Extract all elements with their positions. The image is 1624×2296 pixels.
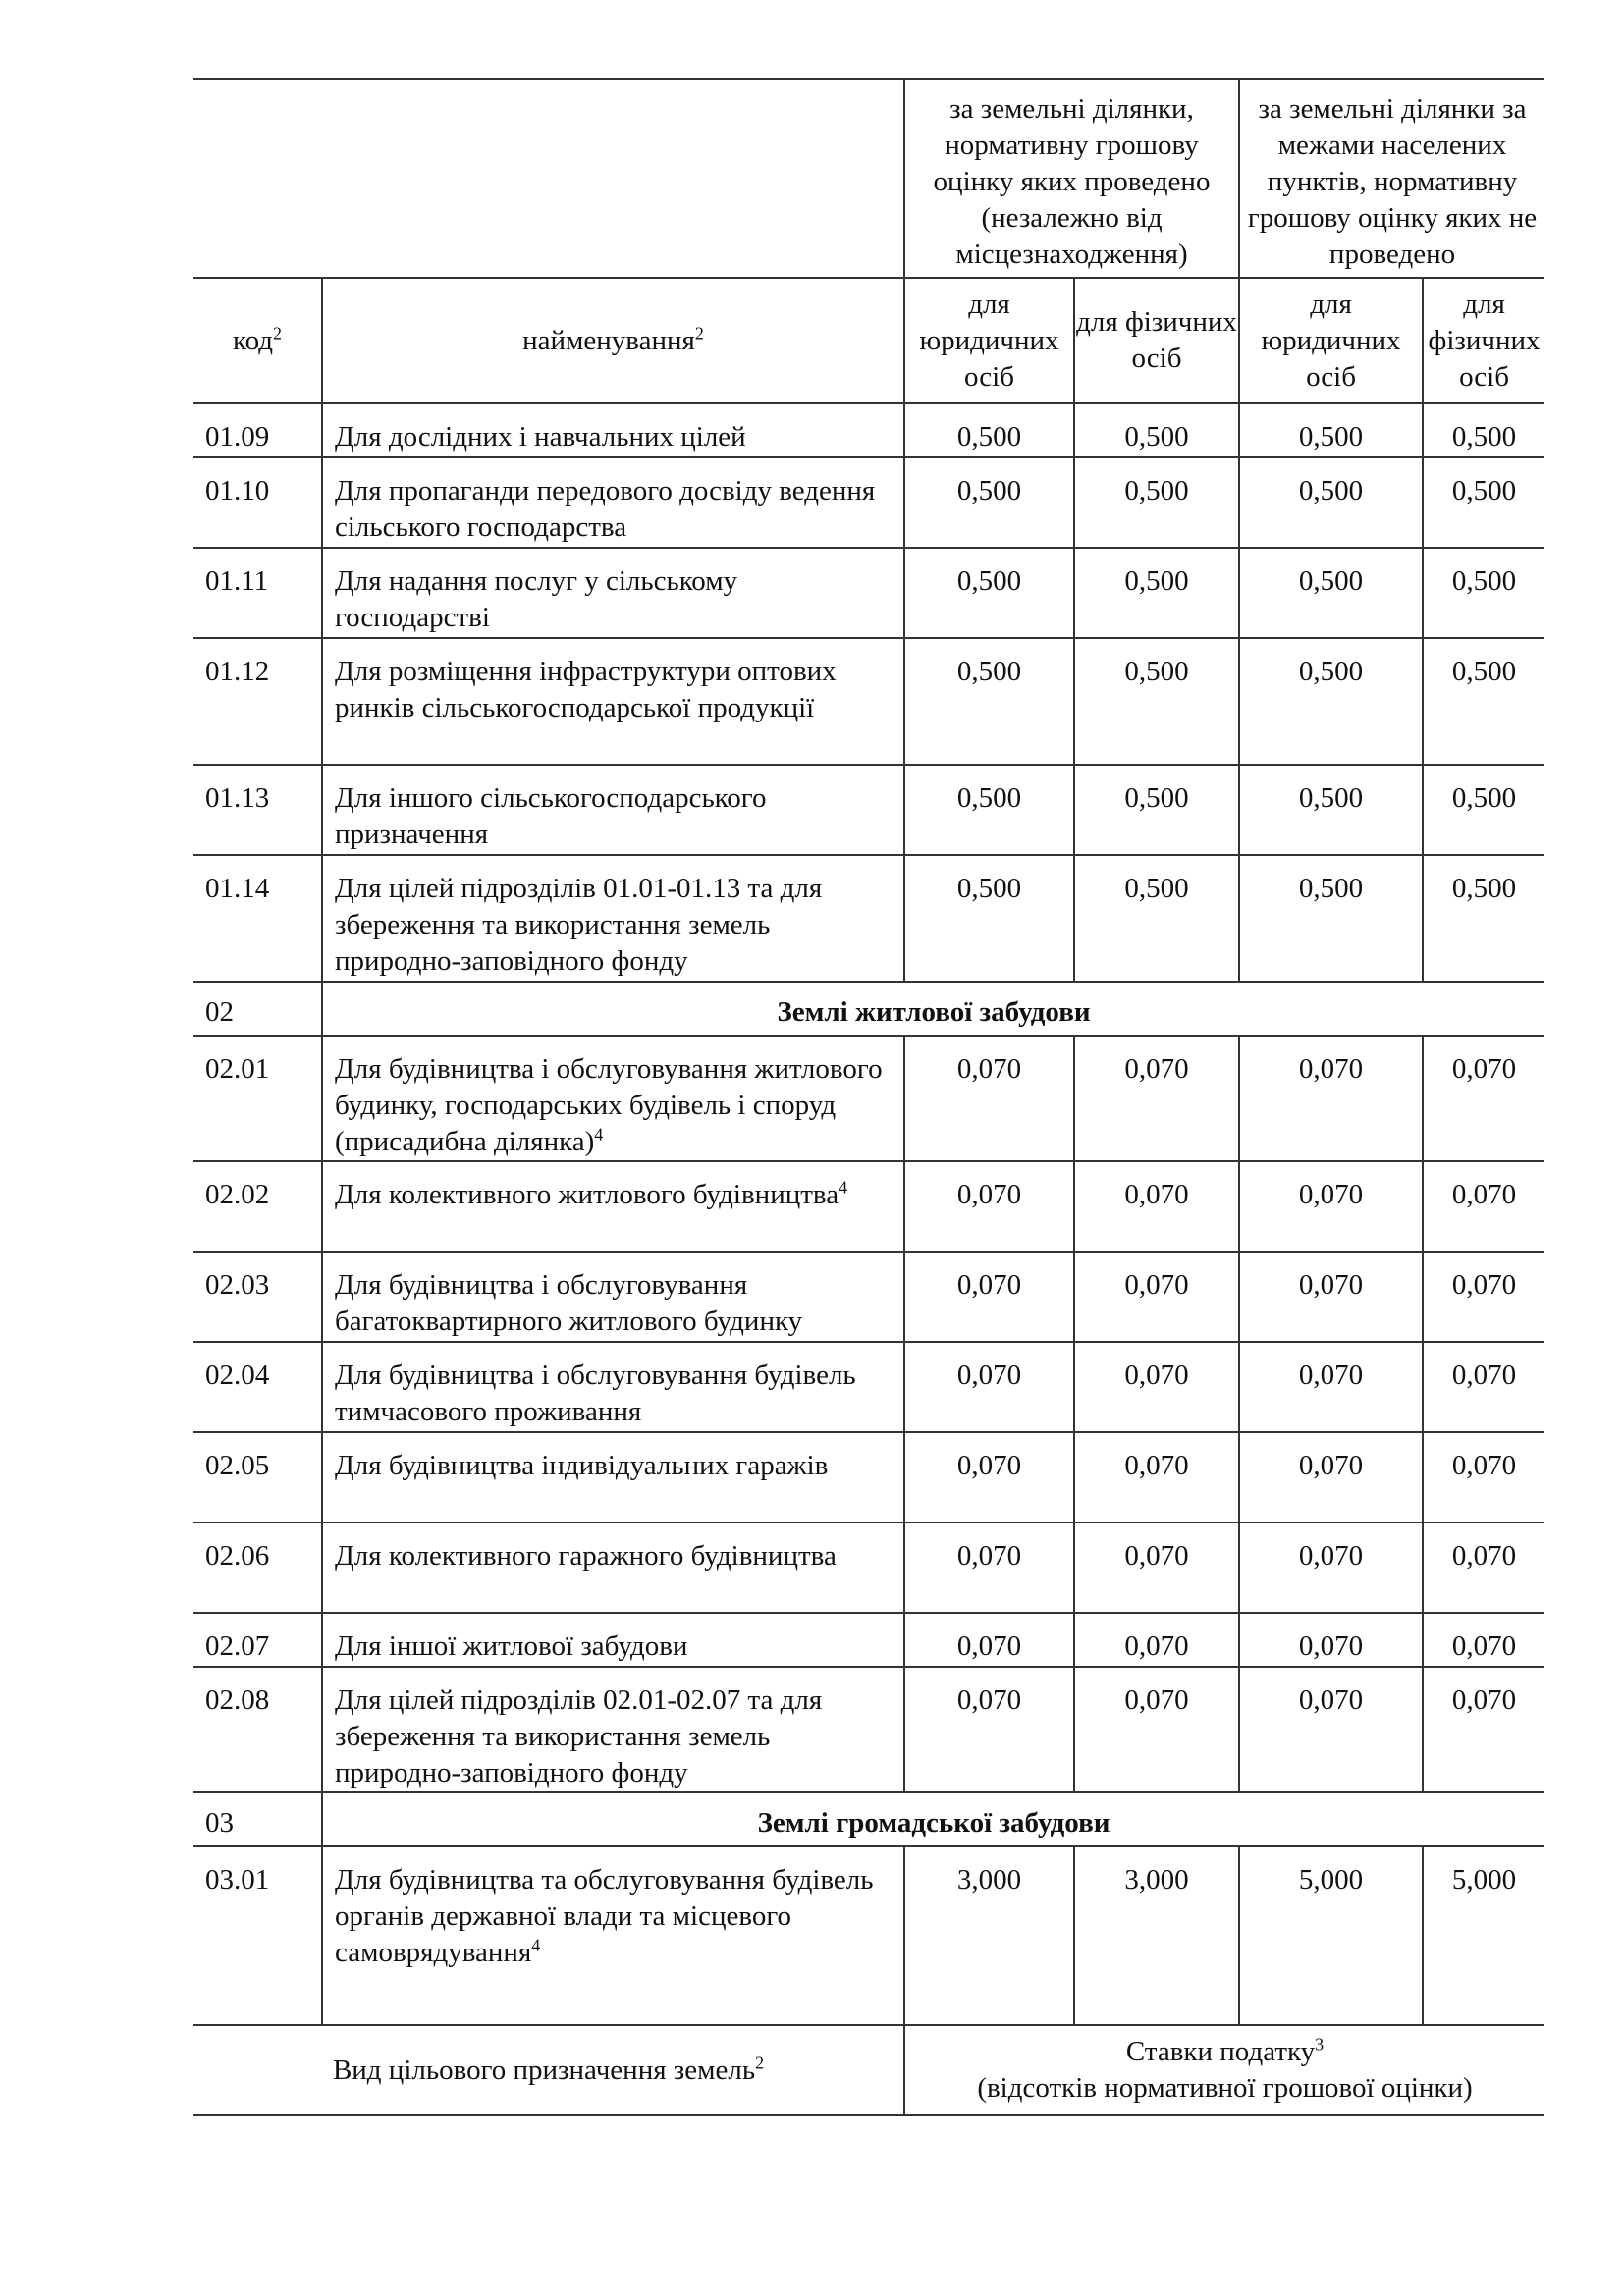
rate-natural-not-assessed: 0,500 bbox=[1423, 765, 1544, 855]
rate-legal-assessed: 0,070 bbox=[904, 1522, 1074, 1613]
rate-legal-assessed: 3,000 bbox=[904, 1846, 1074, 2025]
rate-natural-assessed: 0,070 bbox=[1074, 1161, 1239, 1252]
row-name: Для будівництва і обслуговування житлового будинку, господарських будівель і споруд (присадибна ділянка)$^4$ bbox=[322, 1036, 904, 1161]
rate-legal-assessed: 0,070 bbox=[904, 1613, 1074, 1667]
rate-natural-assessed: 0,070 bbox=[1074, 1252, 1239, 1342]
rate-natural-not-assessed: 0,070 bbox=[1423, 1667, 1544, 1792]
rate-legal-not-assessed: 0,070 bbox=[1239, 1613, 1423, 1667]
table-row bbox=[193, 1522, 1544, 1613]
row-name: Для розміщення інфраструктури оптових ринків сільськогосподарської продукції bbox=[322, 638, 904, 765]
rate-natural-not-assessed: 0,070 bbox=[1423, 1522, 1544, 1613]
table-row bbox=[193, 1846, 1544, 2025]
rate-natural-assessed: 0,500 bbox=[1074, 403, 1239, 457]
rate-natural-not-assessed: 0,500 bbox=[1423, 638, 1544, 765]
row-name: Для будівництва і обслуговування будівель тимчасового проживання bbox=[322, 1342, 904, 1432]
rate-natural-not-assessed: 0,500 bbox=[1423, 855, 1544, 982]
table-row bbox=[193, 548, 1544, 638]
rate-legal-assessed: 0,070 bbox=[904, 1432, 1074, 1522]
rate-natural-assessed: 0,500 bbox=[1074, 765, 1239, 855]
row-code: 03.01 bbox=[193, 1846, 322, 2025]
rate-natural-not-assessed: 0,070 bbox=[1423, 1613, 1544, 1667]
table-row bbox=[193, 638, 1544, 765]
footnote-ref: 4 bbox=[594, 1124, 604, 1145]
header-name: найменування$^2$ bbox=[322, 278, 904, 403]
row-code: 02.03 bbox=[193, 1252, 322, 1342]
header-group-row bbox=[193, 79, 1544, 278]
header-blank-cell bbox=[193, 79, 904, 278]
table-row bbox=[193, 403, 1544, 457]
rate-legal-assessed: 0,500 bbox=[904, 855, 1074, 982]
rate-natural-assessed: 0,070 bbox=[1074, 1522, 1239, 1613]
header-legal-entities-2: для юридичних осіб bbox=[1239, 278, 1423, 403]
rate-natural-not-assessed: 0,500 bbox=[1423, 457, 1544, 548]
row-code: 02.04 bbox=[193, 1342, 322, 1432]
row-name: Для цілей підрозділів 01.01-01.13 та для збереження та використання земель природно-заповідного фонду bbox=[322, 855, 904, 982]
section-title: Землі житлової забудови bbox=[322, 982, 1544, 1036]
rate-legal-not-assessed: 0,070 bbox=[1239, 1161, 1423, 1252]
rate-legal-not-assessed: 0,500 bbox=[1239, 765, 1423, 855]
rate-natural-assessed: 0,070 bbox=[1074, 1036, 1239, 1161]
section-row-03 bbox=[193, 1792, 1544, 1846]
row-code: 01.14 bbox=[193, 855, 322, 982]
rate-legal-assessed: 0,070 bbox=[904, 1036, 1074, 1161]
footnote-ref: 4 bbox=[839, 1177, 848, 1198]
rate-natural-not-assessed: 0,500 bbox=[1423, 548, 1544, 638]
rows-group-01 bbox=[193, 403, 1544, 982]
table-row bbox=[193, 1342, 1544, 1432]
header-group-assessed: за земельні ділянки, нормативну грошову оцінку яких проведено (незалежно від місцезнаходження) bbox=[904, 79, 1239, 278]
row-name: Для будівництва і обслуговування багатоквартирного житлового будинку bbox=[322, 1252, 904, 1342]
rate-natural-assessed: 0,500 bbox=[1074, 548, 1239, 638]
rate-legal-not-assessed: 0,070 bbox=[1239, 1036, 1423, 1161]
rate-legal-not-assessed: 0,500 bbox=[1239, 403, 1423, 457]
row-code: 02.01 bbox=[193, 1036, 322, 1161]
table-row bbox=[193, 765, 1544, 855]
header-legal-entities-1: для юридичних осіб bbox=[904, 278, 1074, 403]
rate-legal-not-assessed: 0,070 bbox=[1239, 1522, 1423, 1613]
rate-legal-assessed: 0,070 bbox=[904, 1161, 1074, 1252]
rate-natural-assessed: 0,500 bbox=[1074, 457, 1239, 548]
row-name: Для цілей підрозділів 02.01-02.07 та для збереження та використання земель природно-заповідного фонду bbox=[322, 1667, 904, 1792]
row-name: Для будівництва індивідуальних гаражів bbox=[322, 1432, 904, 1522]
row-code: 01.10 bbox=[193, 457, 322, 548]
rate-natural-assessed: 0,070 bbox=[1074, 1432, 1239, 1522]
section-code: 02 bbox=[193, 982, 322, 1036]
row-code: 02.08 bbox=[193, 1667, 322, 1792]
table-row bbox=[193, 1252, 1544, 1342]
rate-natural-not-assessed: 0,070 bbox=[1423, 1432, 1544, 1522]
table-row bbox=[193, 1161, 1544, 1252]
rows-group-03 bbox=[193, 1846, 1544, 2025]
rate-legal-assessed: 0,500 bbox=[904, 457, 1074, 548]
row-code: 01.11 bbox=[193, 548, 322, 638]
row-name: Для іншого сільськогосподарського призначення bbox=[322, 765, 904, 855]
rate-legal-not-assessed: 0,070 bbox=[1239, 1667, 1423, 1792]
rate-legal-not-assessed: 0,500 bbox=[1239, 638, 1423, 765]
rate-natural-assessed: 0,070 bbox=[1074, 1613, 1239, 1667]
header-code: код$^2$ bbox=[193, 278, 322, 403]
table-row bbox=[193, 457, 1544, 548]
rate-natural-not-assessed: 0,070 bbox=[1423, 1342, 1544, 1432]
row-code: 01.09 bbox=[193, 403, 322, 457]
table-row bbox=[193, 1036, 1544, 1161]
rate-natural-assessed: 0,500 bbox=[1074, 638, 1239, 765]
rate-natural-not-assessed: 0,070 bbox=[1423, 1252, 1544, 1342]
table-row bbox=[193, 1613, 1544, 1667]
table-row bbox=[193, 1432, 1544, 1522]
header-natural-persons-2: для фізичних осіб bbox=[1423, 278, 1544, 403]
row-name: Для будівництва та обслуговування будівель органів державної влади та місцевого самоврядування$^4$ bbox=[322, 1846, 904, 2025]
row-name: Для пропаганди передового досвіду ведення сільського господарства bbox=[322, 457, 904, 548]
section-title: Землі громадської забудови bbox=[322, 1792, 1544, 1846]
land-tax-rates-table bbox=[193, 78, 1544, 2116]
row-code: 02.06 bbox=[193, 1522, 322, 1613]
rate-legal-not-assessed: 0,070 bbox=[1239, 1432, 1423, 1522]
footnote-ref: 4 bbox=[531, 1935, 541, 1955]
rate-legal-assessed: 0,500 bbox=[904, 638, 1074, 765]
rows-group-02 bbox=[193, 1036, 1544, 1792]
rate-natural-not-assessed: 0,500 bbox=[1423, 403, 1544, 457]
table-row bbox=[193, 1667, 1544, 1792]
header-natural-persons-1: для фізичних осіб bbox=[1074, 278, 1239, 403]
rate-legal-assessed: 0,070 bbox=[904, 1342, 1074, 1432]
rate-natural-assessed: 3,000 bbox=[1074, 1846, 1239, 2025]
row-name: Для іншої житлової забудови bbox=[322, 1613, 904, 1667]
rate-legal-not-assessed: 0,500 bbox=[1239, 457, 1423, 548]
section-row-02 bbox=[193, 982, 1544, 1036]
rate-natural-assessed: 0,070 bbox=[1074, 1667, 1239, 1792]
rate-legal-not-assessed: 0,500 bbox=[1239, 548, 1423, 638]
row-code: 02.07 bbox=[193, 1613, 322, 1667]
row-name: Для надання послуг у сільському господарстві bbox=[322, 548, 904, 638]
header-group-not-assessed: за земельні ділянки за межами населених пунктів, нормативну грошову оцінку яких не проведено bbox=[1239, 79, 1544, 278]
row-code: 01.13 bbox=[193, 765, 322, 855]
rate-legal-assessed: 0,500 bbox=[904, 548, 1074, 638]
header-column-row bbox=[193, 278, 1544, 403]
row-code: 02.05 bbox=[193, 1432, 322, 1522]
rate-natural-not-assessed: 0,070 bbox=[1423, 1036, 1544, 1161]
rate-legal-not-assessed: 0,070 bbox=[1239, 1252, 1423, 1342]
rate-natural-assessed: 0,070 bbox=[1074, 1342, 1239, 1432]
row-name: Для колективного гаражного будівництва bbox=[322, 1522, 904, 1613]
footer-row bbox=[193, 2025, 1544, 2115]
footer-land-type: Вид цільового призначення земель$^2$ bbox=[193, 2025, 904, 2115]
rate-legal-not-assessed: 5,000 bbox=[1239, 1846, 1423, 2025]
rate-natural-not-assessed: 5,000 bbox=[1423, 1846, 1544, 2025]
row-code: 02.02 bbox=[193, 1161, 322, 1252]
footer-tax-rates: Ставки податку$^3$ (відсотків нормативної грошової оцінки) bbox=[904, 2025, 1544, 2115]
rate-legal-not-assessed: 0,070 bbox=[1239, 1342, 1423, 1432]
rate-natural-assessed: 0,500 bbox=[1074, 855, 1239, 982]
section-code: 03 bbox=[193, 1792, 322, 1846]
table-row bbox=[193, 855, 1544, 982]
rate-legal-assessed: 0,070 bbox=[904, 1667, 1074, 1792]
rate-legal-assessed: 0,500 bbox=[904, 403, 1074, 457]
rate-natural-not-assessed: 0,070 bbox=[1423, 1161, 1544, 1252]
row-name: Для колективного житлового будівництва$^4$ bbox=[322, 1161, 904, 1252]
row-name: Для дослідних і навчальних цілей bbox=[322, 403, 904, 457]
rate-legal-assessed: 0,500 bbox=[904, 765, 1074, 855]
row-code: 01.12 bbox=[193, 638, 322, 765]
rate-legal-not-assessed: 0,500 bbox=[1239, 855, 1423, 982]
rate-legal-assessed: 0,070 bbox=[904, 1252, 1074, 1342]
